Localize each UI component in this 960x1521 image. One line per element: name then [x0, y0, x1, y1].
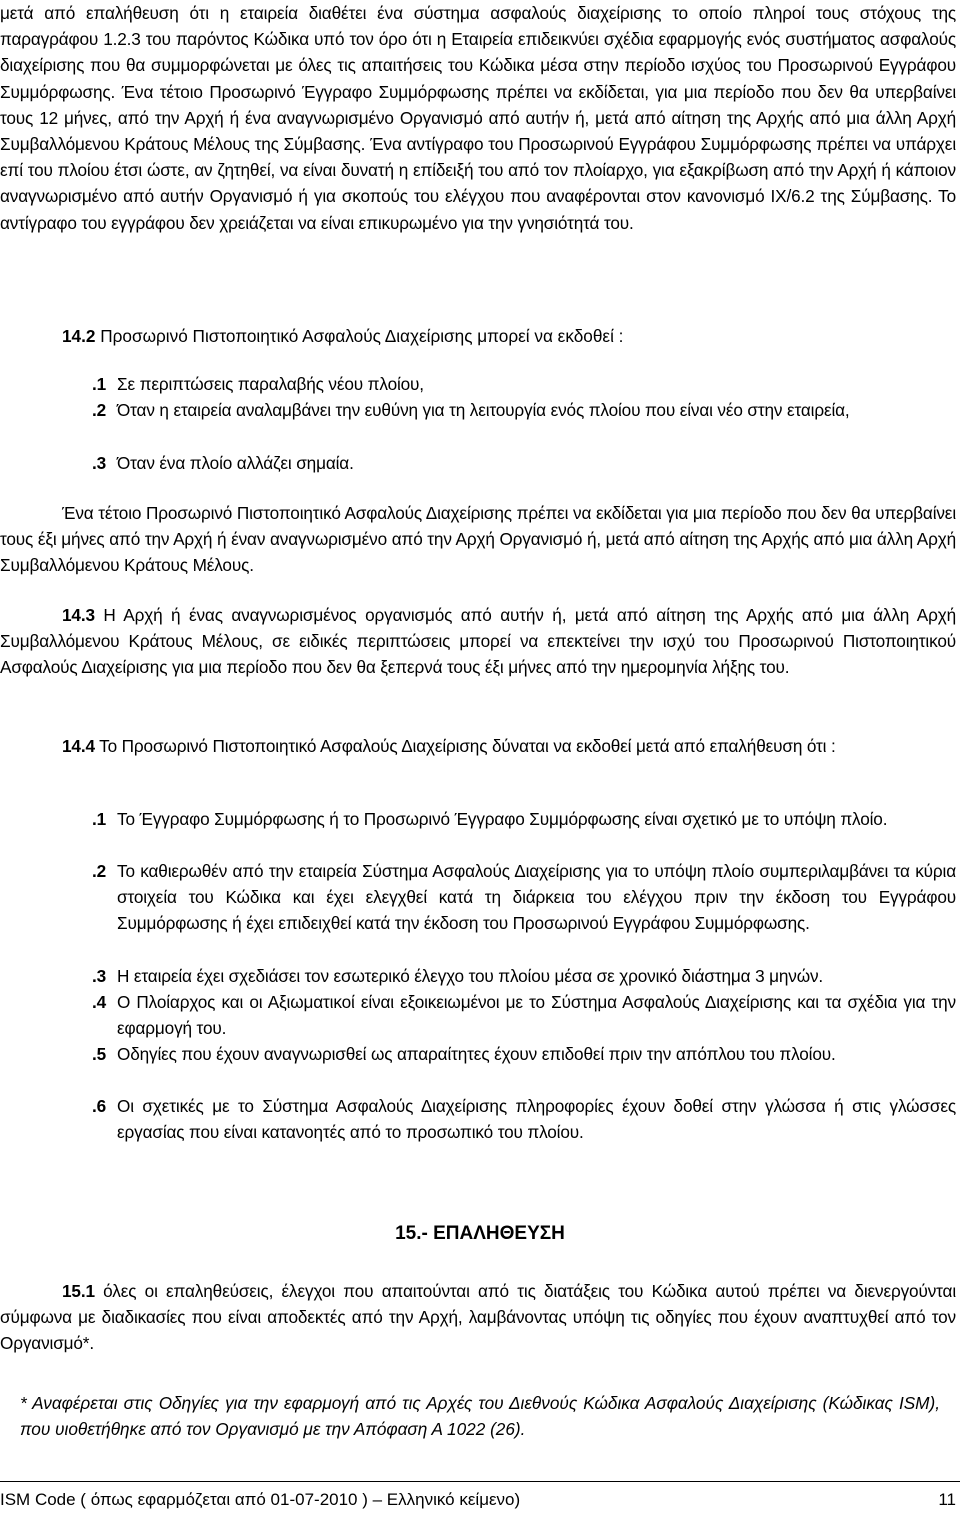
- section-15-title: 15.- ΕΠΑΛΗΘΕΥΣΗ: [395, 1223, 565, 1244]
- footer-divider: [0, 1481, 960, 1482]
- section-14-2-heading: [62, 323, 623, 349]
- page-number: 11: [938, 1490, 956, 1509]
- list-item: .5 Οδηγίες που έχουν αναγνωρισθεί ως απαραίτητες έχουν επιδοθεί πριν την απόπλου του πλοίου.: [92, 1044, 836, 1064]
- section-number: 14.2: [62, 326, 96, 346]
- section-14-4-paragraph: 14.4 Το Προσωρινό Πιστοποιητικό Ασφαλούς Διαχείρισης δύναται να εκδοθεί μετά από επαλήθευση ότι :: [62, 736, 836, 756]
- list-item: .2 Όταν η εταιρεία αναλαμβάνει την ευθύνη για τη λειτουργία ενός πλοίου που είναι νέο στην εταιρεία,: [92, 400, 850, 420]
- list-item: .3 Όταν ένα πλοίο αλλάζει σημαία.: [92, 453, 354, 473]
- list-item: .2 Το καθιερωθέν από την εταιρεία Σύστημα Ασφαλούς Διαχείρισης για το υπόψη πλοίο συμπεριλαμβάνει τα κύρια στοιχεία του Κώδικα και έχει ελεγχθεί κατά τη διάρκεια του ελέγχου πριν την έκδοση του Εγγράφου Συμμόρφωσης ή έχει επιδειχθεί κατά την έκδοση του Προσωρινού Εγγράφου Συμμόρφωσης.: [92, 861, 956, 934]
- section-15-1-paragraph: 15.1 όλες οι επαληθεύσεις, έλεγχοι που απαιτούνται από τις διατάξεις του Κώδικα αυτού πρέπει να διενεργούνται σύμφωνα με διαδικασίες που είναι αποδεκτές από την Αρχή, λαμβάνοντας υπόψη τις οδηγίες που έχουν αναπτυχθεί από τον Οργανισμό*.: [0, 1281, 956, 1354]
- footnote: * Αναφέρεται στις Οδηγίες για την εφαρμογή από τις Αρχές του Διεθνούς Κώδικα Ασφαλούς Διαχείρισης (Κώδικας ISM), που υιοθετήθηκε από τον Οργανισμό με την Απόφαση Α 1022 (26).: [20, 1393, 940, 1439]
- section-text: Προσωρινό Πιστοποιητικό Ασφαλούς Διαχείρισης μπορεί να εκδοθεί :: [95, 326, 624, 346]
- list-item: .6 Οι σχετικές με το Σύστημα Ασφαλούς Διαχείρισης πληροφορίες έχουν δοθεί στην γλώσσα ή στις γλώσσες εργασίας που είναι κατανοητές από το προσωπικό του πλοίου.: [92, 1096, 956, 1143]
- list-item: .1 Σε περιπτώσεις παραλαβής νέου πλοίου,: [92, 374, 424, 394]
- list-item: .4 Ο Πλοίαρχος και οι Αξιωματικοί είναι εξοικειωμένοι με το Σύστημα Ασφαλούς Διαχείρισης και τα σχέδια για την εφαρμογή του.: [92, 992, 956, 1039]
- list-item: .1 Το Έγγραφο Συμμόρφωσης ή το Προσωρινό Έγγραφο Συμμόρφωσης είναι σχετικό με το υπόψη πλοίο.: [92, 809, 888, 829]
- list-item: .3 Η εταιρεία έχει σχεδιάσει τον εσωτερικό έλεγχο του πλοίου μέσα σε χρονικό διάστημα 3 μηνών.: [92, 966, 824, 986]
- section-14-2-after: Ένα τέτοιο Προσωρινό Πιστοποιητικό Ασφαλούς Διαχείρισης πρέπει να εκδίδεται για μια περίοδο που δεν θα υπερβαίνει τους έξι μήνες από την Αρχή ή έναν αναγνωρισμένο από την Αρχή Οργανισμό ή, μετά από αίτηση της Αρχής από μια άλλη Αρχή Συμβαλλόμενου Κράτους Μέλους.: [0, 503, 956, 576]
- intro-paragraph: μετά από επαλήθευση ότι η εταιρεία διαθέτει ένα σύστημα ασφαλούς διαχείρισης το οποίο πληροί τους στόχους της παραγράφου 1.2.3 του παρόντος Κώδικα υπό τον όρο ότι η Εταιρεία επιδεικνύει σχέδια εφαρμογής ενός συστήματος ασφαλούς διαχείρισης που θα συμμορφώνεται με όλες τις απαιτήσεις του Κώδικα μέσα στην περίοδο ισχύος του Προσωρινού Εγγράφου Συμμόρφωσης. Ένα τέτοιο Προσωρινό Έγγραφο Συμμόρφωσης πρέπει να εκδίδεται, για μια περίοδο που δεν θα υπερβαίνει τους 12 μήνες, από την Αρχή ή ένα αναγνωρισμένο Οργανισμό από αυτήν ή, μετά από αίτηση της Αρχής από μια άλλη Αρχή Συμβαλλόμενου Κράτους Μέλους της Σύμβασης. Ένα αντίγραφο του Προσωρινού Εγγράφου Συμμόρφωσης πρέπει να υπάρχει επί του πλοίου έτσι ώστε, αν ζητηθεί, να είναι δυνατή η επίδειξή του από τον πλοίαρχο, για εξακρίβωση από την Αρχή ή κάποιον αναγνωρισμένο από αυτήν Οργανισμό ή για σκοπούς του ελέγχου που αναφέρονται στον κανονισμό IX/6.2 της Σύμβασης. Το αντίγραφο του εγγράφου δεν χρειάζεται να είναι επικυρωμένο για την γνησιότητά του.: [0, 3, 956, 233]
- section-14-3-paragraph: 14.3 Η Αρχή ή ένας αναγνωρισμένος οργανισμός από αυτήν ή, μετά από αίτηση της Αρχής από μια άλλη Αρχή Συμβαλλόμενου Κράτους Μέλους, σε ειδικές περιπτώσεις μπορεί να επεκτείνει την ισχύ του Προσωρινού Πιστοποιητικού Ασφαλούς Διαχείρισης για μια περίοδο που δεν θα ξεπερνά τους έξι μήνες από την ημερομηνία λήξης του.: [0, 605, 956, 678]
- footer-title: ISM Code ( όπως εφαρμόζεται από 01-07-2010 ) – Ελληνικό κείμενο): [0, 1490, 521, 1509]
